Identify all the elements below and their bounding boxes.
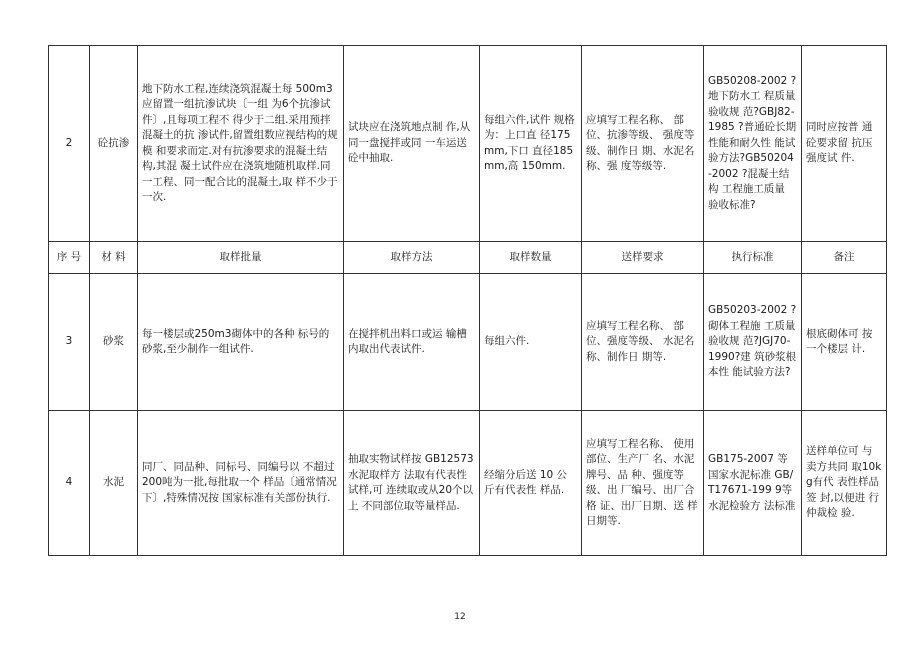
material-cell: 水泥	[90, 411, 138, 556]
method-cell: 抽取实物试样按 GB12573水泥取样方 法取有代表性试样,可 连续取或从20个以上 不同部位取等量样品.	[344, 411, 480, 556]
requirement-cell: 应填写工程名称、 使用部位、生产厂 名、水泥牌号、品 种、强度等级、出 厂编号、出厂合格 证、出厂日期、送 样日期等.	[582, 411, 704, 556]
header-standard: 执行标准	[704, 242, 802, 274]
standard-cell: GB175-2007 等国家水泥标准 GB/T17671-199 9等水泥检验方 法标准	[704, 411, 802, 556]
batch-cell: 同厂、同品种、同标号、同编号以 不超过200吨为一批,每批取一个 样品〔通常情况下〕,特殊情况按 国家标准有关部份执行.	[138, 411, 344, 556]
header-remark: 备注	[802, 242, 887, 274]
requirement-cell: 应填写工程名称、 部位、抗渗等级、 强度等级、制作日 期、水泥名称、强 度等级等.	[582, 46, 704, 242]
page-number: 12	[454, 612, 466, 622]
standard-cell: GB50203-2002 ?砌体工程施 工质量验收规 范?JGJ70-1990?建 筑砂浆根本性 能试验方法?	[704, 274, 802, 411]
quantity-cell: 经缩分后送 10 公斤有代表性 样品.	[480, 411, 582, 556]
header-row	[49, 242, 887, 274]
standard-cell: GB50208-2002 ?地下防水工 程质量验收规 范?GBJ82-1985 ?普通砼长期 性能和耐久性 能试验方法?GB50204-2002 ?混凝土结构 工程施工质量 验收标准?	[704, 46, 802, 242]
sampling-table	[48, 45, 887, 556]
requirement-cell: 应填写工程名称、 部位、强度等级、 水泥名称、制作日 期等.	[582, 274, 704, 411]
row-number: 2	[49, 46, 90, 242]
quantity-cell: 每组六件.	[480, 274, 582, 411]
row-number: 3	[49, 274, 90, 411]
header-quantity: 取样数量	[480, 242, 582, 274]
header-batch: 取样批量	[138, 242, 344, 274]
remark-cell: 同时应按普 通砼要求留 抗压强度试 件.	[802, 46, 887, 242]
header-method: 取样方法	[344, 242, 480, 274]
table-row	[49, 274, 887, 411]
material-cell: 砼抗渗	[90, 46, 138, 242]
row-number: 4	[49, 411, 90, 556]
table-row	[49, 411, 887, 556]
quantity-cell: 每组六件,试件 规格为：上口直 径175mm,下口 直径185mm,高 150mm.	[480, 46, 582, 242]
material-cell: 砂浆	[90, 274, 138, 411]
batch-cell: 每一楼层或250m3砌体中的各种 标号的砂浆,至少制作一组试件.	[138, 274, 344, 411]
method-cell: 在搅拌机出料口或运 输槽内取出代表试件.	[344, 274, 480, 411]
batch-cell: 地下防水工程,连续浇筑混凝土每 500m3应留置一组抗渗试块〔一组 为6个抗渗试件〕,且每项工程不 得少于二组.采用预拌混凝土的抗 渗试件,留置组数应视结构的规模 和要求而定.对有抗渗要求的混凝土结构,其混 凝土试件应在浇筑地随机取样.同 一工程、同一配合比的混凝土,取 样不少于一次.	[138, 46, 344, 242]
remark-cell: 送样单位可 与卖方共同 取10kg有代 表性样品签 封,以便进 行仲裁检 验.	[802, 411, 887, 556]
table-row	[49, 46, 887, 242]
header-material: 材 料	[90, 242, 138, 274]
remark-cell: 根底砌体可 按一个楼层 计.	[802, 274, 887, 411]
header-requirement: 送样要求	[582, 242, 704, 274]
header-no: 序 号	[49, 242, 90, 274]
method-cell: 试块应在浇筑地点制 作,从同一盘搅拌或同 一车运送砼中抽取.	[344, 46, 480, 242]
